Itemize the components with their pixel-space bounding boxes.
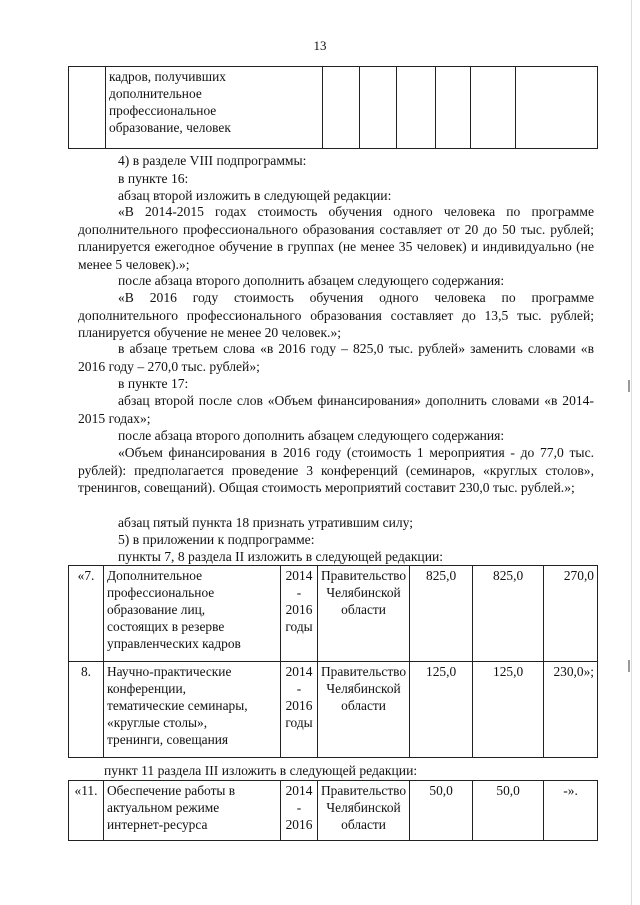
row-years-line: 2014 — [285, 783, 313, 798]
row-value-3: 270,0 — [544, 566, 598, 662]
top-table — [68, 66, 598, 149]
table-row — [69, 781, 598, 841]
row-executor-line: Правительство — [321, 783, 407, 798]
top-table-cell — [436, 67, 471, 149]
row-years-line: - — [296, 800, 302, 815]
row-name-line: актуальном режиме — [107, 800, 220, 815]
row-value-3: 230,0»; — [544, 662, 598, 758]
row-years-line: годы — [285, 715, 313, 730]
line-paragraph-two: абзац второй изложить в следующей редакции: — [118, 188, 392, 203]
scan-mark — [628, 660, 630, 672]
row-name-line: «круглые столы», — [107, 715, 208, 730]
program-table-section-ii — [68, 565, 598, 758]
top-table-line: дополнительное — [109, 86, 202, 101]
program-table-section-iii — [68, 780, 598, 841]
row-name-line: тематические семинары, — [107, 698, 248, 713]
paragraph-2016-cost: «В 2016 году стоимость обучения одного человека по программе дополнительного профессионального образования составляет до 13,5 тыс. рублей; планируется обучение не менее 20 человек.»; — [78, 290, 594, 341]
line-point-11: пункт 11 раздела III изложить в следующей редакции: — [104, 763, 418, 778]
top-table-cell — [397, 67, 436, 149]
row-years-line: - — [296, 681, 302, 696]
row-executor — [318, 566, 410, 662]
row-years — [281, 566, 318, 662]
scan-mark — [628, 380, 630, 392]
paragraph-financing-2016: «Объем финансирования в 2016 году (стоимость 1 мероприятия - до 77,0 тыс. рублей): предполагается проведение 3 конференций (семинаров, «круглых столов», тренингов, совещаний). Общая стоимость мероприятий составит 230,0 тыс. рублей.»; — [78, 445, 594, 496]
row-value-1: 125,0 — [410, 662, 473, 758]
row-name-line: образование лиц, — [107, 602, 206, 617]
row-executor-line: Правительство — [321, 568, 407, 583]
row-years-line: 2016 — [285, 602, 313, 617]
line-point-17: в пункте 17: — [118, 376, 189, 391]
row-years-line: 2016 — [285, 817, 313, 832]
table-row — [69, 662, 598, 758]
row-name-line: управленческих кадров — [107, 636, 241, 651]
row-name-line: тренинги, совещания — [107, 732, 229, 747]
paragraph-financing-words: абзац второй после слов «Объем финансирования» дополнить словами «в 2014-2015 годах»; — [78, 393, 594, 426]
row-years — [281, 781, 318, 841]
row-number: 8. — [69, 662, 104, 758]
row-years-line: годы — [285, 619, 313, 634]
row-name-line: состоящих в резерве — [107, 619, 225, 634]
line-add-paragraph: после абзаца второго дополнить абзацем следующего содержания: — [118, 273, 505, 288]
page-number: 13 — [313, 38, 327, 53]
row-years-line: 2016 — [285, 698, 313, 713]
row-executor-line: Челябинской — [326, 800, 401, 815]
row-number: «7. — [69, 566, 104, 662]
line-add-paragraph-2: после абзаца второго дополнить абзацем следующего содержания: — [118, 428, 505, 443]
row-executor-line: области — [341, 698, 386, 713]
row-years — [281, 662, 318, 758]
row-value-1: 50,0 — [410, 781, 473, 841]
row-name-line: интернет-ресурса — [107, 817, 208, 832]
row-executor — [318, 781, 410, 841]
row-executor-line: области — [341, 602, 386, 617]
row-years-line: - — [296, 585, 302, 600]
row-name-line: Научно-практические — [107, 664, 232, 679]
row-executor — [318, 662, 410, 758]
row-years-line: 2014 — [285, 568, 313, 583]
top-table-line: кадров, получивших — [109, 69, 226, 84]
row-value-2: 50,0 — [473, 781, 544, 841]
row-value-2: 125,0 — [473, 662, 544, 758]
row-executor-line: Челябинской — [326, 585, 401, 600]
row-value-2: 825,0 — [473, 566, 544, 662]
row-number: «11. — [69, 781, 104, 841]
top-table-cell — [69, 67, 106, 149]
top-table-cell — [516, 67, 598, 149]
row-executor-line: Челябинской — [326, 681, 401, 696]
line-point-18: абзац пятый пункта 18 признать утратившим силу; — [118, 515, 414, 530]
row-name-line: профессиональное — [107, 585, 215, 600]
line-section-viii: 4) в разделе VIII подпрограммы: — [118, 153, 307, 168]
row-name — [104, 662, 281, 758]
top-table-line: профессиональное — [109, 103, 217, 118]
row-name — [104, 566, 281, 662]
top-table-cell — [323, 67, 360, 149]
top-table-text-cell — [106, 67, 323, 149]
row-executor-line: Правительство — [321, 664, 407, 679]
row-name-line: конференции, — [107, 681, 186, 696]
row-value-3: -». — [544, 781, 598, 841]
table-row — [69, 566, 598, 662]
paragraph-replace-words: в абзаце третьем слова «в 2016 году – 825,0 тыс. рублей» заменить словами «в 2016 году – 270,0 тыс. рублей»; — [78, 341, 594, 374]
top-table-cell — [360, 67, 397, 149]
line-point-16: в пункте 16: — [118, 171, 189, 186]
scan-edge — [631, 0, 632, 905]
row-name — [104, 781, 281, 841]
row-name-line: Дополнительное — [107, 568, 203, 583]
top-table-cell — [471, 67, 516, 149]
row-name-line: Обеспечение работы в — [107, 783, 236, 798]
line-appendix: 5) в приложении к подпрограмме: — [118, 532, 315, 547]
row-years-line: 2014 — [285, 664, 313, 679]
line-points-7-8: пункты 7, 8 раздела II изложить в следующей редакции: — [118, 549, 444, 564]
top-table-line: образование, человек — [109, 120, 231, 135]
paragraph-2014-2015-cost: «В 2014-2015 годах стоимость обучения одного человека по программе дополнительного профессионального образования составляет от 20 до 50 тыс. рублей; планируется ежегодное обучение в группах (не менее 35 человек) и индивидуально (не менее 5 человек).»; — [78, 204, 594, 272]
row-value-1: 825,0 — [410, 566, 473, 662]
row-executor-line: области — [341, 817, 386, 832]
